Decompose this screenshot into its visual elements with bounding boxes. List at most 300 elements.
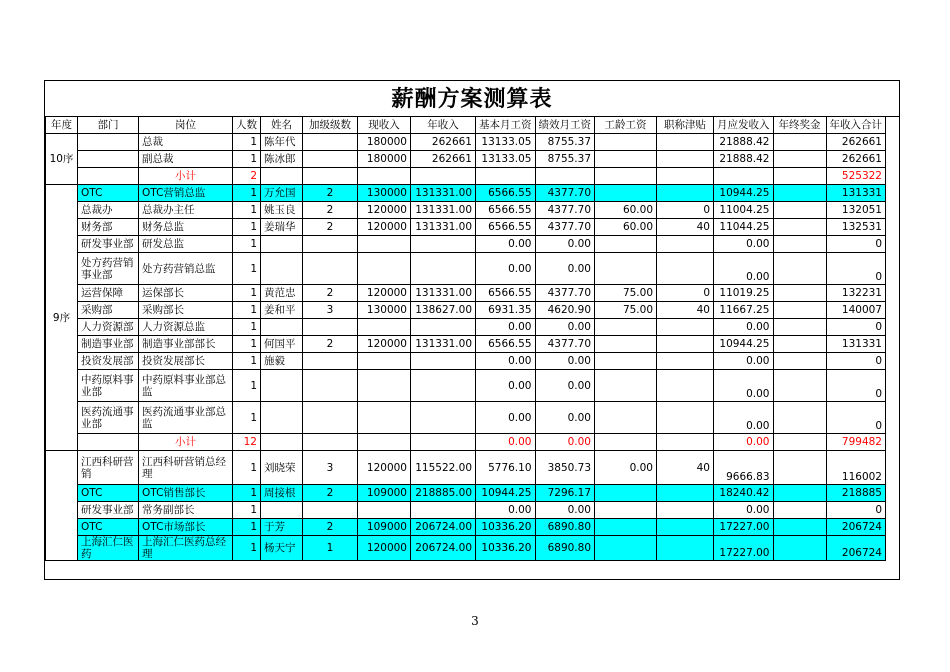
- post-cell: 总裁: [139, 134, 233, 151]
- dept-cell: OTC: [78, 519, 139, 536]
- subtotal-empty-cell: [595, 168, 657, 185]
- base-cell: 10944.25: [476, 485, 536, 502]
- cur-cell: 120000: [358, 336, 411, 353]
- header-cell: 姓名: [261, 117, 303, 134]
- table-row: [46, 370, 886, 402]
- name-cell: 陈年代: [261, 134, 303, 151]
- year-cell: [46, 451, 78, 561]
- perf-cell: 8755.37: [535, 134, 595, 151]
- name-cell: 姜和平: [261, 302, 303, 319]
- bonus-cell: [773, 219, 826, 236]
- annual-cell: 218885.00: [411, 485, 476, 502]
- count-cell: 1: [233, 185, 261, 202]
- subtotal-count-cell: 2: [233, 168, 261, 185]
- subtotal-row: [46, 168, 886, 185]
- bonus-cell: [773, 451, 826, 485]
- level-cell: 2: [303, 336, 358, 353]
- subtotal-row: [46, 434, 886, 451]
- bonus-cell: [773, 370, 826, 402]
- annual-cell: 262661: [411, 134, 476, 151]
- count-cell: 1: [233, 219, 261, 236]
- monthly-cell: 21888.42: [714, 151, 774, 168]
- name-cell: [261, 319, 303, 336]
- level-cell: [303, 151, 358, 168]
- base-cell: 10336.20: [476, 519, 536, 536]
- post-cell: 运保部长: [139, 285, 233, 302]
- title_allow-cell: [657, 253, 714, 285]
- annual-cell: 131331.00: [411, 202, 476, 219]
- dept-cell: 上海汇仁医药: [78, 536, 139, 561]
- table-row: [46, 502, 886, 519]
- table-row: [46, 302, 886, 319]
- monthly-cell: 0.00: [714, 319, 774, 336]
- dept-cell: [78, 134, 139, 151]
- title_allow-cell: [657, 402, 714, 434]
- annual-cell: 131331.00: [411, 285, 476, 302]
- level-cell: [303, 319, 358, 336]
- total-cell: 132051: [826, 202, 886, 219]
- monthly-cell: 0.00: [714, 370, 774, 402]
- perf-cell: 0.00: [535, 370, 595, 402]
- table-row: [46, 336, 886, 353]
- bonus-cell: [773, 502, 826, 519]
- title_allow-cell: 0: [657, 202, 714, 219]
- subtotal-empty-cell: [261, 434, 303, 451]
- title_allow-cell: [657, 336, 714, 353]
- bonus-cell: [773, 536, 826, 561]
- header-cell: 年收入合计: [826, 117, 886, 134]
- seniority-cell: [595, 134, 657, 151]
- annual-cell: 131331.00: [411, 219, 476, 236]
- level-cell: 2: [303, 519, 358, 536]
- base-cell: 13133.05: [476, 134, 536, 151]
- monthly-cell: 18240.42: [714, 485, 774, 502]
- header-cell: 加级级数: [303, 117, 358, 134]
- post-cell: OTC销售部长: [139, 485, 233, 502]
- monthly-cell: 0.00: [714, 253, 774, 285]
- post-cell: 制造事业部部长: [139, 336, 233, 353]
- bonus-cell: [773, 485, 826, 502]
- name-cell: [261, 370, 303, 402]
- perf-cell: 3850.73: [535, 451, 595, 485]
- cur-cell: [358, 236, 411, 253]
- level-cell: [303, 236, 358, 253]
- dept-cell: 医药流通事业部: [78, 402, 139, 434]
- seniority-cell: [595, 536, 657, 561]
- post-cell: 上海汇仁医药总经理: [139, 536, 233, 561]
- level-cell: [303, 402, 358, 434]
- seniority-cell: [595, 253, 657, 285]
- total-cell: 131331: [826, 336, 886, 353]
- title_allow-cell: [657, 134, 714, 151]
- subtotal-monthly-cell: 0.00: [714, 434, 774, 451]
- salary-table: [45, 116, 886, 561]
- post-cell: 常务副部长: [139, 502, 233, 519]
- base-cell: 0.00: [476, 502, 536, 519]
- dept-cell: 总裁办: [78, 202, 139, 219]
- cur-cell: [358, 402, 411, 434]
- seniority-cell: [595, 485, 657, 502]
- monthly-cell: 17227.00: [714, 519, 774, 536]
- annual-cell: [411, 236, 476, 253]
- monthly-cell: 11004.25: [714, 202, 774, 219]
- cur-cell: 120000: [358, 451, 411, 485]
- seniority-cell: [595, 370, 657, 402]
- annual-cell: [411, 253, 476, 285]
- base-cell: 0.00: [476, 253, 536, 285]
- name-cell: 姜瑞华: [261, 219, 303, 236]
- total-cell: 262661: [826, 134, 886, 151]
- name-cell: 何国平: [261, 336, 303, 353]
- level-cell: [303, 134, 358, 151]
- name-cell: [261, 236, 303, 253]
- post-cell: 人力资源总监: [139, 319, 233, 336]
- bonus-cell: [773, 353, 826, 370]
- table-row: [46, 134, 886, 151]
- level-cell: 2: [303, 185, 358, 202]
- header-cell: 年收入: [411, 117, 476, 134]
- perf-cell: 6890.80: [535, 519, 595, 536]
- bonus-cell: [773, 336, 826, 353]
- name-cell: 周接根: [261, 485, 303, 502]
- base-cell: 5776.10: [476, 451, 536, 485]
- annual-cell: 131331.00: [411, 185, 476, 202]
- header-cell: 现收入: [358, 117, 411, 134]
- bonus-cell: [773, 151, 826, 168]
- total-cell: 131331: [826, 185, 886, 202]
- subtotal-base-cell: [476, 168, 536, 185]
- perf-cell: 4377.70: [535, 185, 595, 202]
- perf-cell: 4377.70: [535, 285, 595, 302]
- subtotal-empty-cell: [78, 434, 139, 451]
- header-cell: 部门: [78, 117, 139, 134]
- perf-cell: 4377.70: [535, 219, 595, 236]
- bonus-cell: [773, 202, 826, 219]
- title_allow-cell: [657, 185, 714, 202]
- cur-cell: 109000: [358, 485, 411, 502]
- title_allow-cell: [657, 519, 714, 536]
- cur-cell: [358, 502, 411, 519]
- title_allow-cell: [657, 236, 714, 253]
- count-cell: 1: [233, 485, 261, 502]
- dept-cell: 研发事业部: [78, 502, 139, 519]
- post-cell: OTC营销总监: [139, 185, 233, 202]
- subtotal-label-cell: 小计: [139, 434, 233, 451]
- subtotal-empty-cell: [411, 434, 476, 451]
- base-cell: 6566.55: [476, 202, 536, 219]
- post-cell: 江西科研营销总经理: [139, 451, 233, 485]
- perf-cell: 0.00: [535, 502, 595, 519]
- table-row: [46, 285, 886, 302]
- total-cell: 0: [826, 319, 886, 336]
- level-cell: 2: [303, 285, 358, 302]
- total-cell: 0: [826, 253, 886, 285]
- dept-cell: 制造事业部: [78, 336, 139, 353]
- name-cell: 施毅: [261, 353, 303, 370]
- base-cell: 0.00: [476, 236, 536, 253]
- base-cell: 0.00: [476, 370, 536, 402]
- count-cell: 1: [233, 134, 261, 151]
- base-cell: 6566.55: [476, 285, 536, 302]
- perf-cell: 4377.70: [535, 202, 595, 219]
- dept-cell: 采购部: [78, 302, 139, 319]
- total-cell: 0: [826, 353, 886, 370]
- post-cell: 处方药营销总监: [139, 253, 233, 285]
- total-cell: 218885: [826, 485, 886, 502]
- level-cell: [303, 353, 358, 370]
- count-cell: 1: [233, 353, 261, 370]
- header-cell: 绩效月工资: [535, 117, 595, 134]
- name-cell: [261, 253, 303, 285]
- perf-cell: 0.00: [535, 353, 595, 370]
- annual-cell: [411, 402, 476, 434]
- name-cell: 黄范忠: [261, 285, 303, 302]
- annual-cell: [411, 353, 476, 370]
- level-cell: [303, 370, 358, 402]
- base-cell: 6566.55: [476, 336, 536, 353]
- base-cell: 10336.20: [476, 536, 536, 561]
- monthly-cell: 11667.25: [714, 302, 774, 319]
- name-cell: 刘晓荣: [261, 451, 303, 485]
- subtotal-perf-cell: [535, 168, 595, 185]
- cur-cell: 120000: [358, 202, 411, 219]
- dept-cell: 投资发展部: [78, 353, 139, 370]
- total-cell: 0: [826, 402, 886, 434]
- seniority-cell: [595, 502, 657, 519]
- monthly-cell: 0.00: [714, 402, 774, 434]
- total-cell: 206724: [826, 536, 886, 561]
- monthly-cell: 10944.25: [714, 336, 774, 353]
- subtotal-empty-cell: [261, 168, 303, 185]
- annual-cell: [411, 319, 476, 336]
- annual-cell: [411, 502, 476, 519]
- post-cell: 医药流通事业部总监: [139, 402, 233, 434]
- table-row: [46, 451, 886, 485]
- table-row: [46, 402, 886, 434]
- header-cell: 人数: [233, 117, 261, 134]
- base-cell: 0.00: [476, 319, 536, 336]
- seniority-cell: [595, 402, 657, 434]
- bonus-cell: [773, 134, 826, 151]
- base-cell: 0.00: [476, 402, 536, 434]
- post-cell: 研发总监: [139, 236, 233, 253]
- monthly-cell: 0.00: [714, 236, 774, 253]
- name-cell: 姚玉良: [261, 202, 303, 219]
- header-row: [46, 117, 886, 134]
- bonus-cell: [773, 302, 826, 319]
- header-cell: 职称津贴: [657, 117, 714, 134]
- count-cell: 1: [233, 519, 261, 536]
- title_allow-cell: [657, 502, 714, 519]
- perf-cell: 8755.37: [535, 151, 595, 168]
- total-cell: 0: [826, 370, 886, 402]
- total-cell: 140007: [826, 302, 886, 319]
- title_allow-cell: 40: [657, 451, 714, 485]
- cur-cell: 120000: [358, 219, 411, 236]
- monthly-cell: 11044.25: [714, 219, 774, 236]
- perf-cell: 7296.17: [535, 485, 595, 502]
- subtotal-perf-cell: 0.00: [535, 434, 595, 451]
- monthly-cell: 10944.25: [714, 185, 774, 202]
- total-cell: 132531: [826, 219, 886, 236]
- subtotal-empty-cell: [773, 168, 826, 185]
- annual-cell: 262661: [411, 151, 476, 168]
- dept-cell: 运营保障: [78, 285, 139, 302]
- name-cell: [261, 502, 303, 519]
- table-row: [46, 151, 886, 168]
- perf-cell: 6890.80: [535, 536, 595, 561]
- subtotal-empty-cell: [303, 168, 358, 185]
- subtotal-total-cell: 525322: [826, 168, 886, 185]
- cur-cell: 130000: [358, 302, 411, 319]
- title_allow-cell: 40: [657, 302, 714, 319]
- table-row: [46, 202, 886, 219]
- level-cell: [303, 502, 358, 519]
- cur-cell: 130000: [358, 185, 411, 202]
- header-cell: 工龄工资: [595, 117, 657, 134]
- perf-cell: 0.00: [535, 402, 595, 434]
- monthly-cell: 11019.25: [714, 285, 774, 302]
- level-cell: 3: [303, 302, 358, 319]
- header-cell: 月应发收入: [714, 117, 774, 134]
- seniority-cell: 60.00: [595, 202, 657, 219]
- count-cell: 1: [233, 451, 261, 485]
- seniority-cell: 0.00: [595, 451, 657, 485]
- header-cell: 年度: [46, 117, 78, 134]
- level-cell: 1: [303, 536, 358, 561]
- perf-cell: 0.00: [535, 236, 595, 253]
- annual-cell: 206724.00: [411, 519, 476, 536]
- cur-cell: 120000: [358, 536, 411, 561]
- monthly-cell: 0.00: [714, 502, 774, 519]
- subtotal-empty-cell: [78, 168, 139, 185]
- title_allow-cell: [657, 319, 714, 336]
- count-cell: 1: [233, 202, 261, 219]
- level-cell: 2: [303, 485, 358, 502]
- base-cell: 6566.55: [476, 219, 536, 236]
- dept-cell: OTC: [78, 185, 139, 202]
- total-cell: 116002: [826, 451, 886, 485]
- count-cell: 1: [233, 151, 261, 168]
- level-cell: [303, 253, 358, 285]
- monthly-cell: 0.00: [714, 353, 774, 370]
- seniority-cell: 75.00: [595, 302, 657, 319]
- count-cell: 1: [233, 536, 261, 561]
- count-cell: 1: [233, 253, 261, 285]
- seniority-cell: [595, 319, 657, 336]
- seniority-cell: [595, 336, 657, 353]
- cur-cell: [358, 319, 411, 336]
- seniority-cell: [595, 151, 657, 168]
- name-cell: [261, 402, 303, 434]
- title_allow-cell: [657, 353, 714, 370]
- post-cell: 投资发展部长: [139, 353, 233, 370]
- monthly-cell: 17227.00: [714, 536, 774, 561]
- seniority-cell: 75.00: [595, 285, 657, 302]
- dept-cell: 江西科研营销: [78, 451, 139, 485]
- sheet-title: 薪酬方案测算表: [391, 87, 553, 112]
- subtotal-empty-cell: [595, 434, 657, 451]
- table-row: [46, 353, 886, 370]
- monthly-cell: 9666.83: [714, 451, 774, 485]
- total-cell: 132231: [826, 285, 886, 302]
- annual-cell: [411, 370, 476, 402]
- title_allow-cell: [657, 151, 714, 168]
- base-cell: 6566.55: [476, 185, 536, 202]
- count-cell: 1: [233, 336, 261, 353]
- perf-cell: 0.00: [535, 319, 595, 336]
- count-cell: 1: [233, 319, 261, 336]
- header-cell: 年终奖金: [773, 117, 826, 134]
- count-cell: 1: [233, 302, 261, 319]
- table-row: [46, 185, 886, 202]
- post-cell: 采购部长: [139, 302, 233, 319]
- bonus-cell: [773, 253, 826, 285]
- cur-cell: 180000: [358, 151, 411, 168]
- subtotal-empty-cell: [657, 168, 714, 185]
- cur-cell: [358, 353, 411, 370]
- post-cell: 总裁办主任: [139, 202, 233, 219]
- name-cell: 陈冰郎: [261, 151, 303, 168]
- subtotal-empty-cell: [303, 434, 358, 451]
- title_allow-cell: 0: [657, 285, 714, 302]
- bonus-cell: [773, 285, 826, 302]
- subtotal-empty-cell: [773, 434, 826, 451]
- dept-cell: 处方药营销事业部: [78, 253, 139, 285]
- name-cell: 万允国: [261, 185, 303, 202]
- table-row: [46, 236, 886, 253]
- header-cell: 基本月工资: [476, 117, 536, 134]
- name-cell: 于芳: [261, 519, 303, 536]
- annual-cell: 115522.00: [411, 451, 476, 485]
- seniority-cell: 60.00: [595, 219, 657, 236]
- cur-cell: 180000: [358, 134, 411, 151]
- level-cell: 3: [303, 451, 358, 485]
- monthly-cell: 21888.42: [714, 134, 774, 151]
- title_allow-cell: 40: [657, 219, 714, 236]
- subtotal-empty-cell: [657, 434, 714, 451]
- year-cell: 9序: [46, 185, 78, 451]
- table-row: [46, 536, 886, 561]
- bonus-cell: [773, 519, 826, 536]
- seniority-cell: [595, 236, 657, 253]
- subtotal-total-cell: 799482: [826, 434, 886, 451]
- bonus-cell: [773, 236, 826, 253]
- dept-cell: [78, 151, 139, 168]
- cur-cell: [358, 253, 411, 285]
- subtotal-empty-cell: [358, 168, 411, 185]
- annual-cell: 131331.00: [411, 336, 476, 353]
- bonus-cell: [773, 319, 826, 336]
- subtotal-count-cell: 12: [233, 434, 261, 451]
- name-cell: 杨天宁: [261, 536, 303, 561]
- subtotal-monthly-cell: [714, 168, 774, 185]
- perf-cell: 4377.70: [535, 336, 595, 353]
- page-number: 3: [471, 614, 479, 628]
- subtotal-empty-cell: [411, 168, 476, 185]
- count-cell: 1: [233, 285, 261, 302]
- count-cell: 1: [233, 236, 261, 253]
- annual-cell: 206724.00: [411, 536, 476, 561]
- bonus-cell: [773, 402, 826, 434]
- title_allow-cell: [657, 485, 714, 502]
- count-cell: 1: [233, 502, 261, 519]
- table-row: [46, 485, 886, 502]
- year-cell: 10序: [46, 134, 78, 185]
- header-cell: 岗位: [139, 117, 233, 134]
- cur-cell: 109000: [358, 519, 411, 536]
- cur-cell: 120000: [358, 285, 411, 302]
